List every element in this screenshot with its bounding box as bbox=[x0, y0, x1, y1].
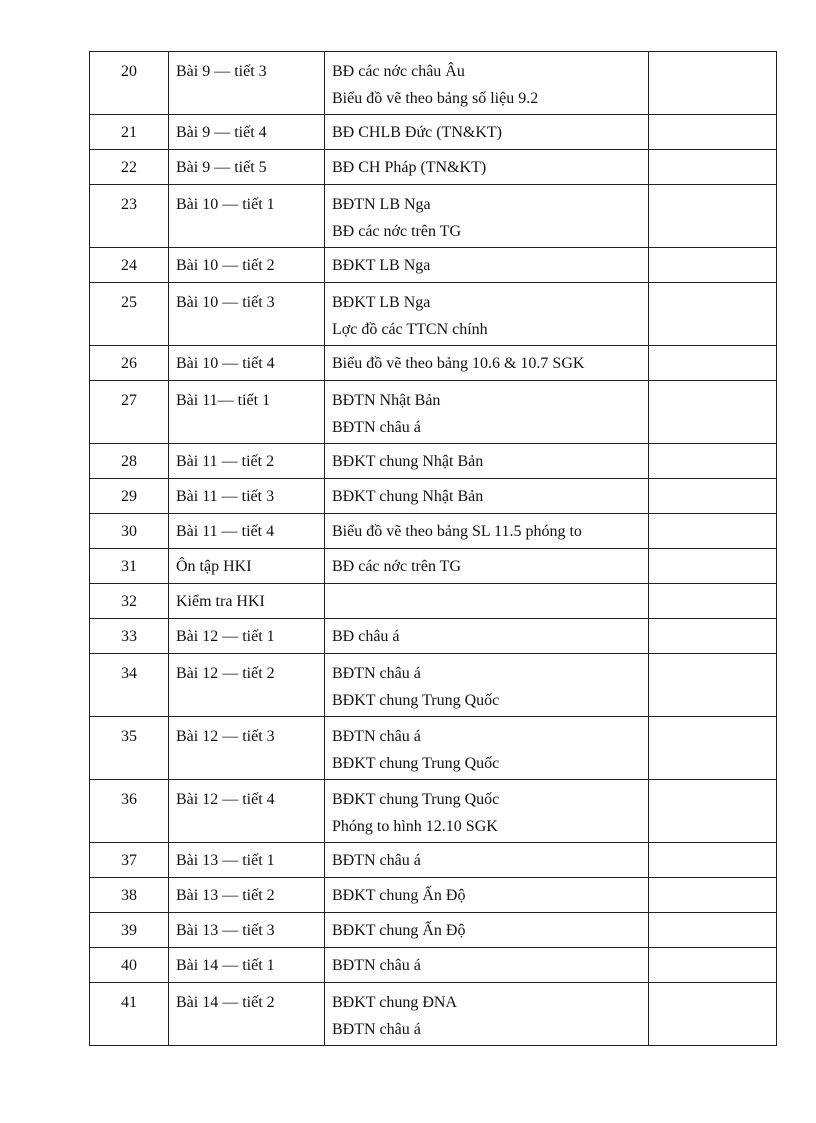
lesson-title-cell: Bài 13 — tiết 3 bbox=[169, 913, 325, 948]
map-materials-cell bbox=[325, 248, 649, 283]
lesson-title-cell: Bài 12 — tiết 1 bbox=[169, 619, 325, 654]
table-row bbox=[90, 248, 777, 283]
lesson-title-cell: Bài 13 — tiết 2 bbox=[169, 878, 325, 913]
map-materials-cell bbox=[325, 549, 649, 584]
lesson-number-cell: 27 bbox=[90, 381, 169, 444]
table-row bbox=[90, 584, 777, 619]
note-cell bbox=[649, 150, 777, 185]
table-row bbox=[90, 150, 777, 185]
lesson-number-cell: 33 bbox=[90, 619, 169, 654]
map-material-line: Lợc đồ các TTCN chính bbox=[332, 321, 488, 338]
map-materials-cell bbox=[325, 150, 649, 185]
lesson-number-cell: 31 bbox=[90, 549, 169, 584]
lesson-title-cell: Bài 11 — tiết 3 bbox=[169, 479, 325, 514]
table-row bbox=[90, 283, 777, 346]
note-cell bbox=[649, 780, 777, 843]
note-cell bbox=[649, 346, 777, 381]
note-cell bbox=[649, 584, 777, 619]
map-material-line: BĐKT chung Nhật Bản bbox=[332, 488, 484, 505]
map-materials-cell bbox=[325, 913, 649, 948]
table-row bbox=[90, 948, 777, 983]
map-material-line: BĐTN LB Nga bbox=[332, 196, 431, 213]
lesson-title-cell: Bài 12 — tiết 3 bbox=[169, 717, 325, 780]
lesson-map-table bbox=[89, 51, 777, 1046]
lesson-number-cell: 23 bbox=[90, 185, 169, 248]
lesson-number-cell: 36 bbox=[90, 780, 169, 843]
table-row bbox=[90, 654, 777, 717]
lesson-title-cell: Bài 10 — tiết 1 bbox=[169, 185, 325, 248]
map-material-line: BĐ các nớc trên TG bbox=[332, 223, 462, 240]
map-material-line: BĐKT LB Nga bbox=[332, 294, 431, 311]
map-material-line: Biểu đồ vẽ theo bảng số liệu 9.2 bbox=[332, 90, 539, 107]
lesson-title-cell: Bài 9 — tiết 5 bbox=[169, 150, 325, 185]
map-material-line: BĐKT LB Nga bbox=[332, 257, 431, 274]
note-cell bbox=[649, 381, 777, 444]
map-material-line: Biểu đồ vẽ theo bảng 10.6 & 10.7 SGK bbox=[332, 355, 585, 372]
map-materials-cell bbox=[325, 878, 649, 913]
table-row bbox=[90, 514, 777, 549]
map-materials-cell bbox=[325, 479, 649, 514]
document-page bbox=[89, 51, 776, 1046]
map-materials-cell bbox=[325, 346, 649, 381]
lesson-number-cell: 32 bbox=[90, 584, 169, 619]
lesson-number-cell: 29 bbox=[90, 479, 169, 514]
map-material-line: Phóng to hình 12.10 SGK bbox=[332, 818, 498, 835]
lesson-number-cell: 37 bbox=[90, 843, 169, 878]
table-row bbox=[90, 780, 777, 843]
map-material-line: BĐKT chung Trung Quốc bbox=[332, 692, 500, 709]
lesson-title-cell: Bài 14 — tiết 1 bbox=[169, 948, 325, 983]
note-cell bbox=[649, 479, 777, 514]
lesson-number-cell: 21 bbox=[90, 115, 169, 150]
lesson-number-cell: 38 bbox=[90, 878, 169, 913]
note-cell bbox=[649, 654, 777, 717]
map-material-line: BĐ CH Pháp (TN&KT) bbox=[332, 159, 487, 176]
map-material-line: BĐTN châu á bbox=[332, 957, 421, 974]
map-material-line: BĐ châu á bbox=[332, 628, 400, 645]
note-cell bbox=[649, 878, 777, 913]
lesson-number-cell: 22 bbox=[90, 150, 169, 185]
lesson-title-cell: Bài 9 — tiết 4 bbox=[169, 115, 325, 150]
note-cell bbox=[649, 52, 777, 115]
note-cell bbox=[649, 185, 777, 248]
map-material-line: BĐKT chung Nhật Bản bbox=[332, 453, 484, 470]
map-material-line: BĐ các nớc trên TG bbox=[332, 558, 462, 575]
note-cell bbox=[649, 444, 777, 479]
table-row bbox=[90, 444, 777, 479]
lesson-title-cell: Bài 12 — tiết 2 bbox=[169, 654, 325, 717]
table-row bbox=[90, 619, 777, 654]
lesson-number-cell: 39 bbox=[90, 913, 169, 948]
map-materials-cell bbox=[325, 115, 649, 150]
map-materials-cell bbox=[325, 514, 649, 549]
note-cell bbox=[649, 948, 777, 983]
lesson-number-cell: 30 bbox=[90, 514, 169, 549]
map-material-line: BĐTN châu á bbox=[332, 728, 421, 745]
map-materials-cell bbox=[325, 717, 649, 780]
lesson-number-cell: 41 bbox=[90, 983, 169, 1046]
map-materials-cell bbox=[325, 619, 649, 654]
lesson-number-cell: 26 bbox=[90, 346, 169, 381]
note-cell bbox=[649, 913, 777, 948]
note-cell bbox=[649, 248, 777, 283]
map-material-line: BĐTN châu á bbox=[332, 852, 421, 869]
map-material-line: BĐTN châu á bbox=[332, 665, 421, 682]
lesson-title-cell: Bài 9 — tiết 3 bbox=[169, 52, 325, 115]
table-row bbox=[90, 913, 777, 948]
lesson-number-cell: 40 bbox=[90, 948, 169, 983]
lesson-number-cell: 25 bbox=[90, 283, 169, 346]
note-cell bbox=[649, 514, 777, 549]
lesson-title-cell: Bài 12 — tiết 4 bbox=[169, 780, 325, 843]
lesson-title-cell: Bài 10 — tiết 4 bbox=[169, 346, 325, 381]
map-material-line: BĐKT chung Trung Quốc bbox=[332, 791, 500, 808]
table-body bbox=[90, 52, 777, 1046]
map-materials-cell bbox=[325, 584, 649, 619]
map-materials-cell bbox=[325, 444, 649, 479]
note-cell bbox=[649, 549, 777, 584]
table-row bbox=[90, 185, 777, 248]
table-row bbox=[90, 346, 777, 381]
note-cell bbox=[649, 619, 777, 654]
table-row bbox=[90, 479, 777, 514]
lesson-title-cell: Bài 11 — tiết 2 bbox=[169, 444, 325, 479]
map-materials-cell bbox=[325, 843, 649, 878]
lesson-title-cell: Bài 10 — tiết 2 bbox=[169, 248, 325, 283]
table-row bbox=[90, 549, 777, 584]
table-row bbox=[90, 381, 777, 444]
lesson-title-cell: Bài 11 — tiết 4 bbox=[169, 514, 325, 549]
map-materials-cell bbox=[325, 948, 649, 983]
table-row bbox=[90, 115, 777, 150]
map-material-line: BĐTN châu á bbox=[332, 419, 421, 436]
map-materials-cell bbox=[325, 381, 649, 444]
map-material-line: BĐ các nớc châu Âu bbox=[332, 63, 465, 80]
table-row bbox=[90, 983, 777, 1046]
lesson-title-cell: Bài 13 — tiết 1 bbox=[169, 843, 325, 878]
table-row bbox=[90, 717, 777, 780]
note-cell bbox=[649, 843, 777, 878]
lesson-number-cell: 28 bbox=[90, 444, 169, 479]
lesson-title-cell: Ôn tập HKI bbox=[169, 549, 325, 584]
lesson-number-cell: 20 bbox=[90, 52, 169, 115]
map-materials-cell bbox=[325, 52, 649, 115]
map-material-line: BĐKT chung Ấn Độ bbox=[332, 887, 466, 904]
map-material-line: BĐTN Nhật Bản bbox=[332, 392, 441, 409]
note-cell bbox=[649, 283, 777, 346]
lesson-number-cell: 24 bbox=[90, 248, 169, 283]
lesson-number-cell: 35 bbox=[90, 717, 169, 780]
lesson-title-cell: Bài 11— tiết 1 bbox=[169, 381, 325, 444]
note-cell bbox=[649, 983, 777, 1046]
lesson-title-cell: Bài 14 — tiết 2 bbox=[169, 983, 325, 1046]
note-cell bbox=[649, 717, 777, 780]
note-cell bbox=[649, 115, 777, 150]
lesson-title-cell: Kiểm tra HKI bbox=[169, 584, 325, 619]
map-material-line: BĐTN châu á bbox=[332, 1021, 421, 1038]
map-materials-cell bbox=[325, 283, 649, 346]
map-material-line: BĐKT chung ĐNA bbox=[332, 994, 458, 1011]
map-materials-cell bbox=[325, 983, 649, 1046]
lesson-number-cell: 34 bbox=[90, 654, 169, 717]
map-material-line: BĐ CHLB Đức (TN&KT) bbox=[332, 124, 502, 141]
table-row bbox=[90, 843, 777, 878]
lesson-title-cell: Bài 10 — tiết 3 bbox=[169, 283, 325, 346]
map-materials-cell bbox=[325, 654, 649, 717]
table-row bbox=[90, 52, 777, 115]
map-materials-cell bbox=[325, 185, 649, 248]
map-material-line: BĐKT chung Ấn Độ bbox=[332, 922, 466, 939]
table-row bbox=[90, 878, 777, 913]
map-material-line: Biểu đồ vẽ theo bảng SL 11.5 phóng to bbox=[332, 523, 582, 540]
map-materials-cell bbox=[325, 780, 649, 843]
map-material-line: BĐKT chung Trung Quốc bbox=[332, 755, 500, 772]
